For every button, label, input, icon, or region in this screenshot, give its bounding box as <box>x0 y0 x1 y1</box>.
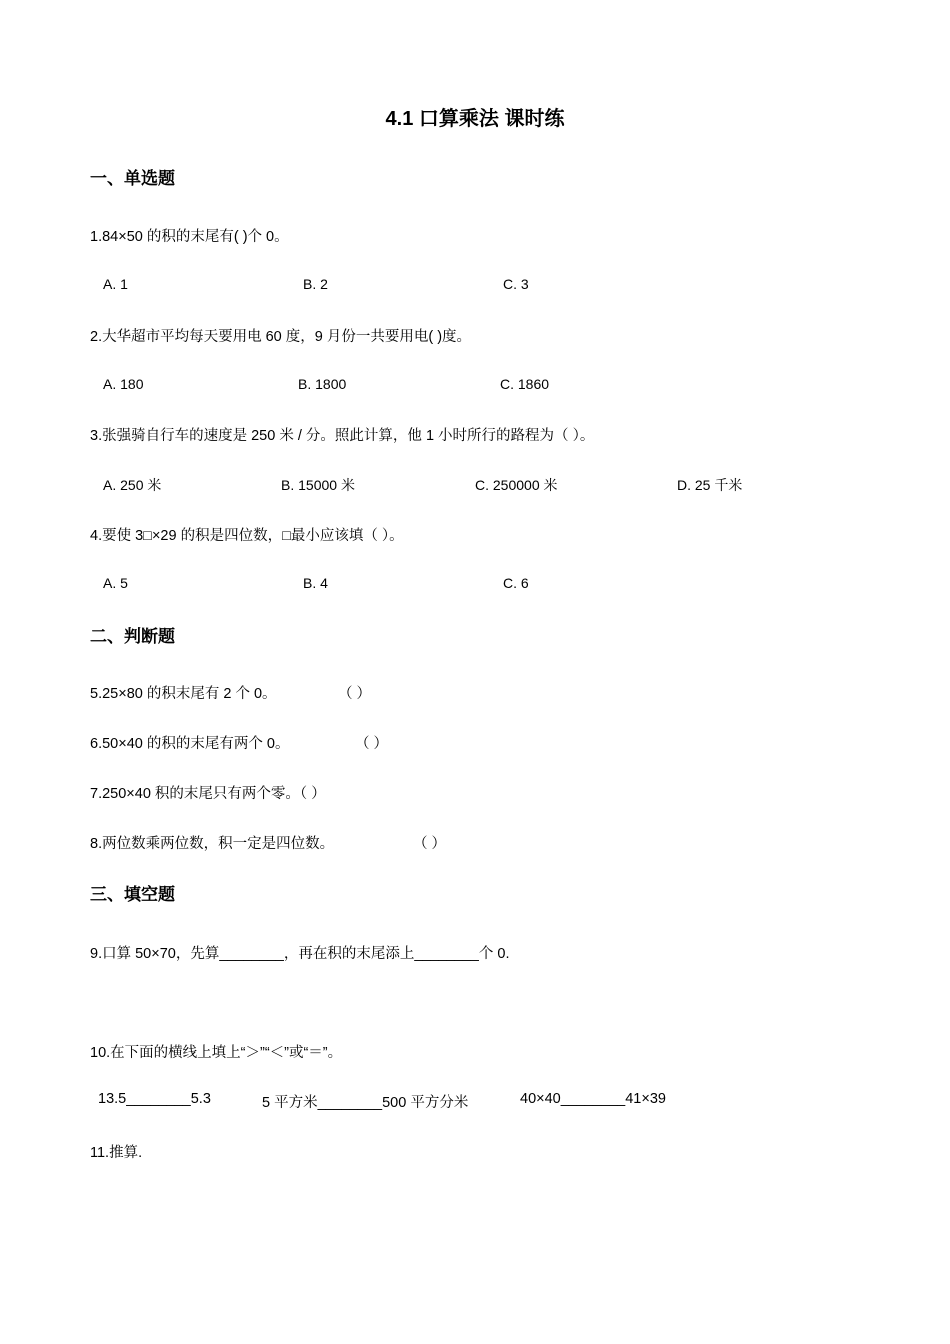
section-heading-single-choice: 一、单选题 <box>90 169 175 188</box>
section-heading-true-false: 二、判断题 <box>90 627 175 646</box>
question-3-option-a[interactable]: A. 250 米 <box>103 477 162 493</box>
question-3-text: 3.张强骑自行车的速度是 250 米 / 分。照此计算，他 1 小时所行的路程为（ ）。 <box>90 428 595 444</box>
question-11-text: 11.推算. <box>90 1145 143 1161</box>
question-10-text: 10.在下面的横线上填上“＞”“＜”或“＝”。 <box>90 1045 343 1061</box>
question-9-text: 9.口算 50×70，先算________，再在积的末尾添上________个 0. <box>90 946 510 962</box>
question-8-answer-paren[interactable]: （ ） <box>413 836 447 852</box>
question-1-option-a[interactable]: A. 1 <box>103 276 128 292</box>
question-10-item-2[interactable]: 5 平方米________500 平方分米 <box>262 1095 469 1111</box>
question-3-option-c[interactable]: C. 250000 米 <box>475 477 558 493</box>
question-4-option-c[interactable]: C. 6 <box>503 575 529 591</box>
question-1-text: 1.84×50 的积的末尾有( )个 0。 <box>90 229 289 245</box>
question-2-option-b[interactable]: B. 1800 <box>298 376 347 392</box>
question-1-option-c[interactable]: C. 3 <box>503 276 529 292</box>
question-2-option-a[interactable]: A. 180 <box>103 376 144 392</box>
question-10-item-3[interactable]: 40×40________41×39 <box>520 1091 666 1107</box>
question-3-option-d[interactable]: D. 25 千米 <box>677 477 743 493</box>
question-2-option-c[interactable]: C. 1860 <box>500 376 550 392</box>
question-5-answer-paren[interactable]: （ ） <box>338 686 372 702</box>
question-4-option-a[interactable]: A. 5 <box>103 575 128 591</box>
question-4-option-b[interactable]: B. 4 <box>303 575 328 591</box>
question-10-item-1[interactable]: 13.5________5.3 <box>98 1091 211 1107</box>
question-3-option-b[interactable]: B. 15000 米 <box>281 477 355 493</box>
section-heading-fill-blank: 三、填空题 <box>90 885 175 904</box>
page-title: 4.1 口算乘法 课时练 <box>385 108 565 130</box>
question-4-text: 4.要使 3□×29 的积是四位数，□最小应该填（ ）。 <box>90 528 404 544</box>
question-7-text: 7.250×40 积的末尾只有两个零。（ ） <box>90 786 326 802</box>
question-2-text: 2.大华超市平均每天要用电 60 度，9 月份一共要用电( )度。 <box>90 329 472 345</box>
question-1-option-b[interactable]: B. 2 <box>303 276 328 292</box>
question-6-text: 6.50×40 的积的末尾有两个 0。 <box>90 736 290 752</box>
question-8-text: 8.两位数乘两位数，积一定是四位数。 <box>90 836 335 852</box>
question-6-answer-paren[interactable]: （ ） <box>355 736 389 752</box>
question-5-text: 5.25×80 的积末尾有 2 个 0。 <box>90 686 277 702</box>
